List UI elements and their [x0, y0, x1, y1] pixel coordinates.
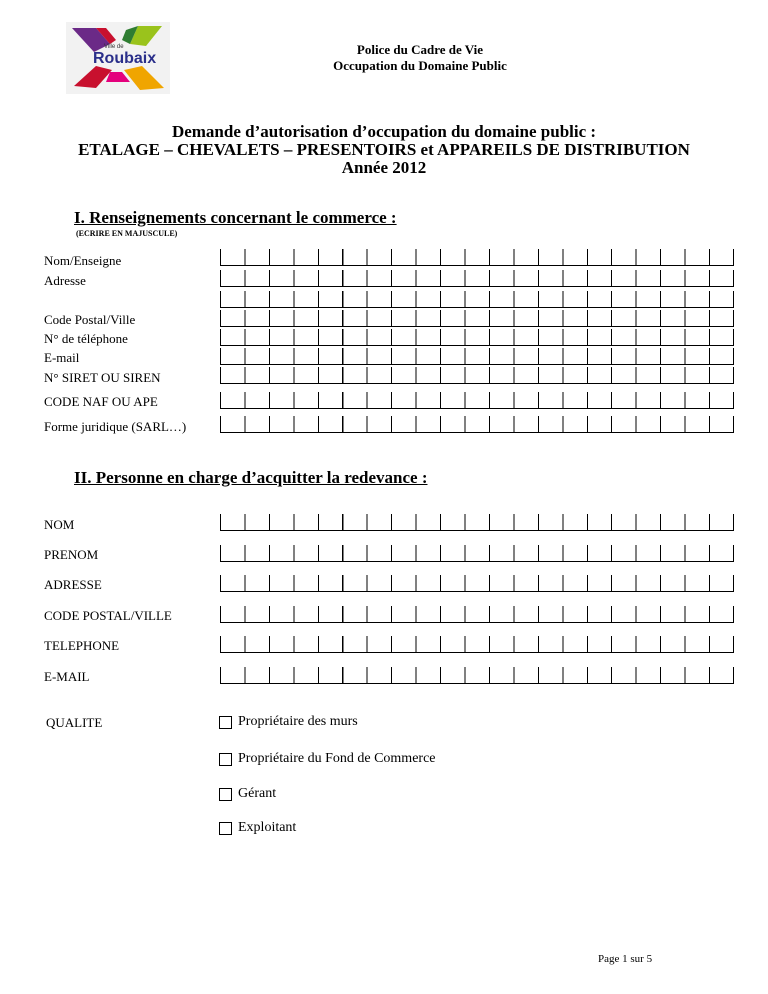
- section-2-heading: II. Personne en charge d’acquitter la redevance :: [74, 468, 428, 487]
- option-proprietaire-murs[interactable]: [219, 714, 358, 730]
- checkbox-icon[interactable]: [219, 716, 232, 729]
- label-telephone-redevance: TELEPHONE: [44, 638, 120, 653]
- label-siret: N° SIRET OU SIREN: [44, 370, 161, 385]
- label-forme-juridique: Forme juridique (SARL…): [44, 419, 187, 434]
- label-naf: CODE NAF OU APE: [44, 394, 158, 409]
- field-nom[interactable]: [220, 514, 734, 531]
- checkbox-icon[interactable]: [219, 788, 232, 801]
- label-telephone: N° de téléphone: [44, 331, 128, 346]
- header-line-1: Police du Cadre de Vie: [356, 42, 484, 57]
- title-line-2: ETALAGE – CHEVALETS – PRESENTOIRS et APPAREILS DE DISTRIBUTION: [78, 140, 690, 159]
- field-email[interactable]: [220, 348, 734, 365]
- label-email-redevance: E-MAIL: [44, 669, 90, 684]
- checkbox-icon[interactable]: [219, 753, 232, 766]
- option-exploitant[interactable]: [219, 820, 296, 836]
- field-adresse-2[interactable]: [220, 291, 734, 308]
- uppercase-note: (ECRIRE EN MAJUSCULE): [76, 229, 178, 238]
- option-label: Propriétaire du Fond de Commerce: [238, 751, 436, 766]
- label-code-postal: Code Postal/Ville: [44, 312, 136, 327]
- label-nom: NOM: [44, 517, 75, 532]
- label-code-postal-redevance: CODE POSTAL/VILLE: [44, 608, 172, 623]
- title-line-3: Année 2012: [341, 158, 427, 177]
- section-1-heading: I. Renseignements concernant le commerce :: [74, 208, 397, 227]
- field-prenom[interactable]: [220, 545, 734, 562]
- option-proprietaire-fond[interactable]: [219, 751, 436, 767]
- checkbox-icon[interactable]: [219, 822, 232, 835]
- page-number: Page 1 sur 5: [598, 953, 653, 965]
- roubaix-logo: [66, 22, 170, 94]
- label-prenom: PRENOM: [44, 547, 99, 562]
- option-label: Exploitant: [238, 820, 297, 835]
- field-telephone-redevance[interactable]: [220, 636, 734, 653]
- field-email-redevance[interactable]: [220, 667, 734, 684]
- field-telephone[interactable]: [220, 329, 734, 346]
- option-label: Propriétaire des murs: [238, 714, 358, 729]
- field-siret[interactable]: [220, 367, 734, 384]
- label-adresse: Adresse: [44, 273, 86, 288]
- logo-name: Roubaix: [93, 50, 157, 67]
- field-code-postal-redevance[interactable]: [220, 606, 734, 623]
- logo-small-text: Ville de: [104, 44, 124, 50]
- field-adresse-redevance[interactable]: [220, 575, 734, 592]
- header-line-2: Occupation du Domaine Public: [333, 58, 507, 73]
- field-nom-enseigne[interactable]: [220, 249, 734, 266]
- label-qualite: QUALITE: [46, 715, 103, 730]
- field-naf[interactable]: [220, 392, 734, 409]
- label-email: E-mail: [44, 350, 80, 365]
- field-adresse-1[interactable]: [220, 270, 734, 287]
- title-line-1: Demande d’autorisation d’occupation du domaine public :: [171, 122, 597, 141]
- field-forme-juridique[interactable]: [220, 416, 734, 433]
- option-gerant[interactable]: [219, 786, 276, 802]
- option-label: Gérant: [238, 786, 277, 801]
- label-nom-enseigne: Nom/Enseigne: [44, 253, 122, 268]
- field-code-postal[interactable]: [220, 310, 734, 327]
- label-adresse-redevance: ADRESSE: [44, 577, 102, 592]
